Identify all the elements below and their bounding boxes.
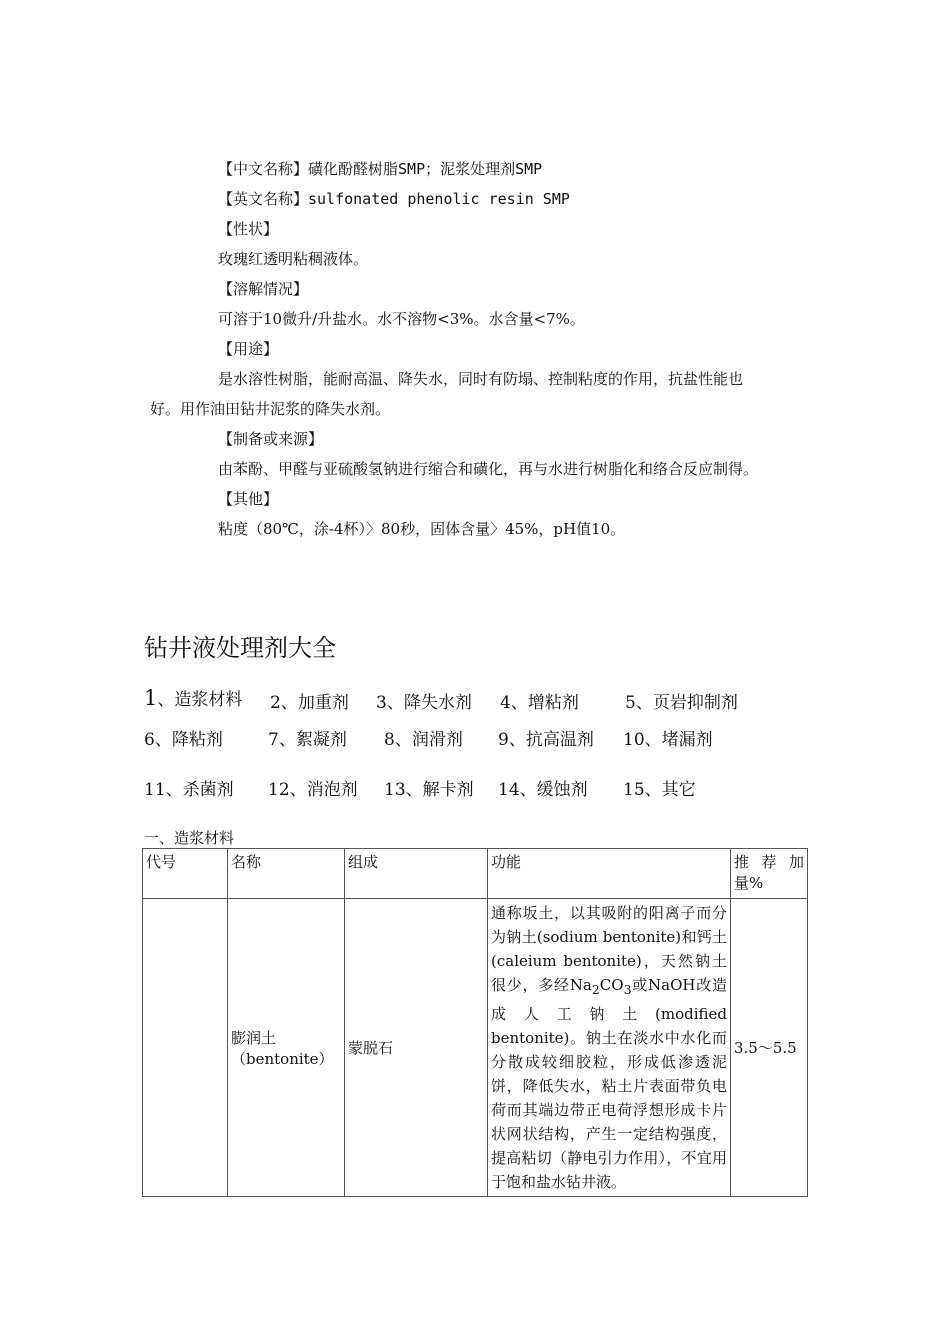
category-15: 15、其它 [623, 780, 696, 800]
category-5: 5、页岩抑制剂 [625, 693, 738, 713]
header-function: 功能 [488, 849, 731, 899]
prep-text: 由苯酚、甲醛与亚硫酸氢钠进行缩合和磺化，再与水进行树脂化和络合反应制得。 [218, 460, 759, 478]
cell-name: 膨润土 （bentonite） [228, 899, 345, 1197]
cell-code [143, 899, 228, 1197]
header-dosage: 推 荐 加 量% [731, 849, 808, 899]
cell-function: 通称坂土，以其吸附的阳离子而分为钠土(sodium bentonite)和钙土(caleium bentonite)，天然钠土很少，多经$Na_2CO_3$或NaOH改造成人工钠土(modified bentonite)。钠土在淡水中水化而分散成较细胶粒，形成低渗透泥饼，降低失水，粘土片表面带负电荷而其端边带正电荷浮想形成卡片状网状结构，产生一定结构强度，提高粘切（静电引力作用），不宜用于饱和盐水钻井液。 [488, 899, 731, 1197]
header-name: 名称 [228, 849, 345, 899]
smp-cn-name: 【中文名称】磺化酚醛树脂SMP；泥浆处理剂SMP [218, 160, 543, 178]
cell-dosage: 3.5～5.5 [731, 899, 808, 1197]
section-heading: 一、造浆材料 [144, 829, 235, 847]
category-2: 2、加重剂 [270, 693, 349, 713]
category-10: 10、堵漏剂 [623, 730, 713, 750]
category-13: 13、解卡剂 [384, 780, 474, 800]
prop-heading: 【性状】 [218, 220, 279, 238]
prop-text: 玫瑰红透明粘稠液体。 [218, 250, 369, 268]
category-8: 8、润滑剂 [384, 730, 463, 750]
use-text-1: 是水溶性树脂，能耐高温、降失水，同时有防塌、控制粘度的作用，抗盐性能也 [218, 370, 744, 388]
other-text: 粘度（80℃，涂-4杯）〉80秒，固体含量〉45%，pH值10。 [218, 520, 626, 538]
category-12: 12、消泡剂 [268, 780, 358, 800]
solubility-text: 可溶于10微升/升盐水。水不溶物<3%。水含量<7%。 [218, 310, 585, 328]
smp-en-name: 【英文名称】sulfonated phenolic resin SMP [218, 190, 570, 208]
header-code: 代号 [143, 849, 228, 899]
category-6: 6、降粘剂 [144, 730, 223, 750]
category-7: 7、絮凝剂 [268, 730, 347, 750]
category-3: 3、降失水剂 [376, 693, 472, 713]
use-heading: 【用途】 [218, 340, 279, 358]
category-14: 14、缓蚀剂 [498, 780, 588, 800]
use-text-2: 好。用作油田钻井泥浆的降失水剂。 [150, 400, 391, 418]
table-header-row [143, 849, 808, 899]
other-heading: 【其他】 [218, 490, 279, 508]
category-1: 1、造浆材料 [144, 686, 243, 710]
page-title: 钻井液处理剂大全 [144, 634, 336, 662]
solubility-heading: 【溶解情况】 [218, 280, 309, 298]
table-row [143, 899, 808, 1197]
materials-table [142, 848, 808, 1197]
cell-composition: 蒙脱石 [345, 899, 488, 1197]
header-composition: 组成 [345, 849, 488, 899]
category-4: 4、增粘剂 [500, 693, 579, 713]
category-9: 9、抗高温剂 [498, 730, 594, 750]
prep-heading: 【制备或来源】 [218, 430, 324, 448]
category-11: 11、杀菌剂 [144, 780, 234, 800]
